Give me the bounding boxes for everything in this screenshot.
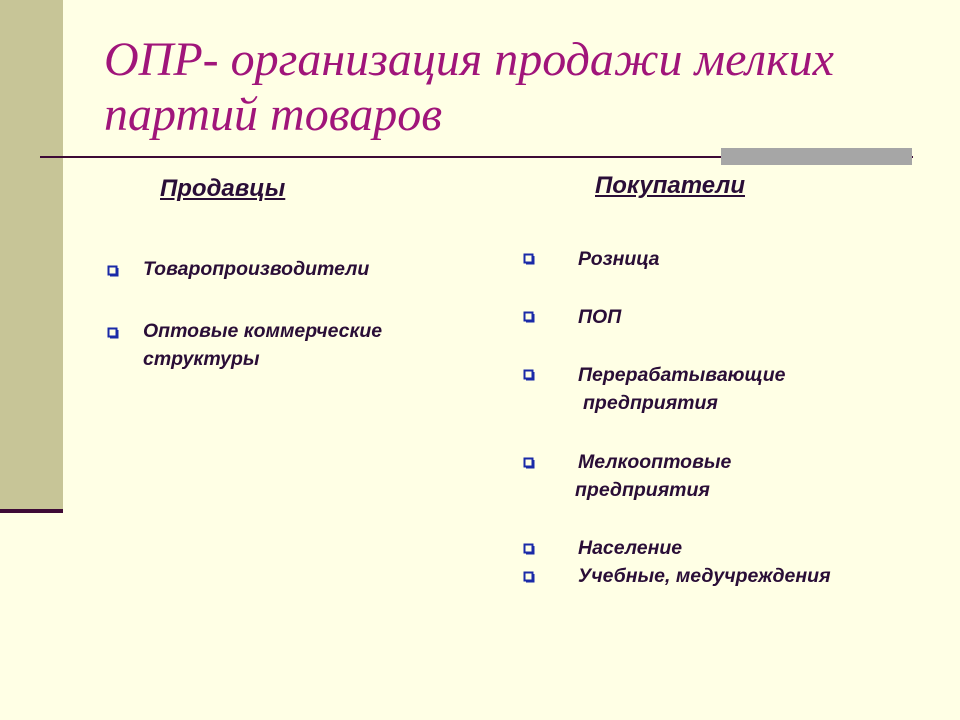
buyers-list-item xyxy=(578,534,682,562)
buyers-item-text: Мелкооптовые xyxy=(578,451,732,473)
hollow-square-bullet-icon xyxy=(107,265,119,277)
buyers-list-item xyxy=(578,562,831,590)
slide-title-line1: ОПР- организация продажи мелких xyxy=(104,33,834,86)
sellers-list-item xyxy=(143,255,369,283)
buyers-item-text: Учебные, медучреждения xyxy=(578,565,831,587)
sellers-item-text: Оптовые коммерческие xyxy=(143,320,383,342)
buyers-list-item xyxy=(578,303,621,331)
buyers-list-item xyxy=(578,245,660,273)
buyers-list-item xyxy=(578,361,786,417)
hollow-square-bullet-icon xyxy=(107,327,119,339)
buyers-item-text: Население xyxy=(578,537,683,559)
slide-title xyxy=(104,32,924,142)
slide-title-line2: партий товаров xyxy=(104,88,443,141)
buyers-item-text: Розница xyxy=(578,248,660,270)
buyers-item-text-cont: предприятия xyxy=(583,392,718,414)
hollow-square-bullet-icon xyxy=(523,311,535,323)
sellers-heading: Продавцы xyxy=(160,175,286,202)
buyers-heading: Покупатели xyxy=(595,172,745,199)
sellers-item-text: Товаропроизводители xyxy=(143,258,370,280)
sellers-item-text-cont: структуры xyxy=(143,348,260,370)
side-bar xyxy=(0,0,63,512)
hollow-square-bullet-icon xyxy=(523,571,535,583)
buyers-item-text: Перерабатывающие xyxy=(578,364,786,386)
sellers-list-item xyxy=(143,317,382,373)
buyers-list-item xyxy=(575,448,732,504)
buyers-item-text: ПОП xyxy=(578,306,622,328)
title-accent-bar xyxy=(721,148,912,165)
hollow-square-bullet-icon xyxy=(523,457,535,469)
side-bar-edge xyxy=(0,509,63,513)
hollow-square-bullet-icon xyxy=(523,369,535,381)
hollow-square-bullet-icon xyxy=(523,253,535,265)
buyers-item-text-cont: предприятия xyxy=(575,479,710,501)
hollow-square-bullet-icon xyxy=(523,543,535,555)
